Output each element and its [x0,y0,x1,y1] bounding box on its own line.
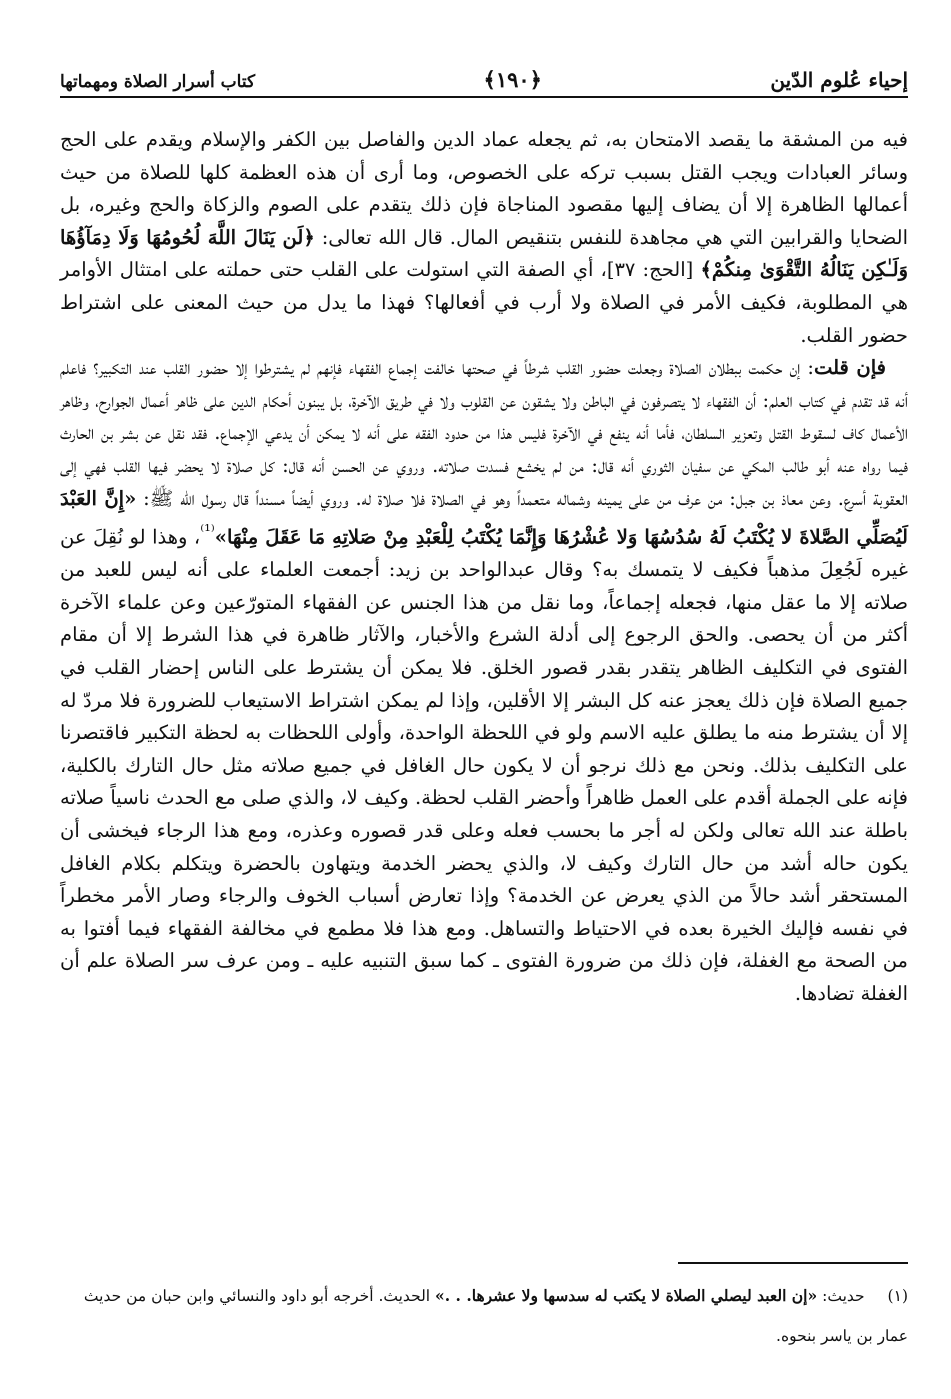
footnote [60,1276,908,1356]
footnote-ref: ⁽¹⁾ [200,521,215,541]
book-page [60,52,908,1382]
paragraph-2-text-b: ، وهذا لو نُقِلَ عن غيره لَجُعِلَ مذهباً فكيف لا يتمسك به؟ وقال عبدالواحد بن زيد: أجمعت العلماء على أنه ليس للعبد من صلاته إلا ما عقل منها، فجعله إجماعاً، وما نقل من هذا الجنس عن الفقهاء المتورّعين وعن علماء الآخرة أكثر من أن يحصى. والحق الرجوع إلى أدلة الشرع والأخبار، والآثار ظاهرة في هذا الشرط إلا أن مقام الفتوى في التكليف الظاهر يتقدر بقدر قصور الخلق. فلا يمكن أن يشترط على الناس إحضار القلب في جميع الصلاة فإن ذلك يعجز عنه كل البشر إلا الأقلين، وإذا لم يمكن اشتراط الاستيعاب للضرورة فلا مردّ له إلا أن يشترط منه ما يطلق عليه الاسم ولو في اللحظة الواحدة، وأولى اللحظات به لحظة التكبير فاقتصرنا على التكليف بذلك. ونحن مع ذلك نرجو أن لا يكون حال الغافل في جميع صلاته مثل حال التارك بالكلية، فإنه على الجملة أقدم على العمل ظاهراً وأحضر القلب لحظة. وكيف لا، والذي صلى مع الحدث ناسياً صلاته باطلة عند الله تعالى ولكن له أجر ما بحسب فعله وعلى قدر قصوره وعذره، ومع هذا الرجاء فيخشى أن يكون حاله أشد من حال التارك وكيف لا، والذي يحضر الخدمة ويتهاون بالحضرة ويتكلم بكلام الغافل المستحقر أشد حالاً من الذي يعرض عن الخدمة؟ وإذا تعارض أسباب الخوف والرجاء وصار الأمر مخطراً في نفسه فإليك الخيرة بعده في الاحتياط والتساهل. ومع هذا فلا مطمع في مخالفة الفقهاء فيما أفتوا به من الصحة مع الغفلة، فإن ذلك من ضرورة الفتوى ـ كما سبق التنبيه عليه ـ ومن عرف سر الصلاة علم أن الغفلة تضادها. [60,525,908,1005]
footnote-text: الحديث. أخرجه أبو داود والنسائي وابن حبان من حديث عمار بن ياسر بنحوه. [83,1287,908,1345]
footnote-separator [678,1262,908,1264]
hadith-quote: «إِنَّ العَبْدَ لَيُصَلِّي الصَّلاةَ لا يُكْتَبُ لَهُ سُدُسُهَا وَلا عُشْرُهَا وَإِنَّمَا يُكْتَبُ لِلْعَبْدِ مِنْ صَلاتِهِ مَا عَقَلَ مِنْهَا» [60,486,908,549]
footnote-hadith: «إن العبد ليصلي الصلاة لا يكتب له سدسها ولا عشرها. . .» [435,1286,818,1305]
book-title: إحياء عُلوم الدّين [770,68,908,92]
paragraph-2-text-a: : إن حكمت ببطلان الصلاة وجعلت حضور القلب شرطاً في صحتها خالفت إجماع الفقهاء فإنهم لم يشترطوا إلا حضور القلب عند التكبير؟ فاعلم أنه قد تقدم في كتاب العلم: أن الفقهاء لا يتصرفون في الباطن ولا يشقون عن القلوب ولا في طريق الآخرة، بل يبنون أحكام الدين على ظاهر أعمال الجوارح، وظاهر الأعمال كاف لسقوط القتل وتعزير السلطان، فأما أنه ينفع في الآخرة فليس هذا من حدود الفقه على أنه لا يمكن أن يدعي الإجماع. فقد نقل عن بشر بن الحارث فيما رواه عنه أبو طالب المكي عن سفيان الثوري أنه قال: من لم يخشع فسدت صلاته. وروي عن الحسن أنه قال: كل صلاة لا يحضر فيها القلب فهي إلى العقوبة أسرع. وعن معاذ بن جبل: من عرف من على يمينه وشماله متعمداً وهو في الصلاة فلا صلاة له. وروي أيضاً مسنداً قال رسول الله ﷺ: [60,356,908,510]
page-number: ﴿١٩٠﴾ [483,67,542,92]
paragraph-1-text-b: [الحج: ٣٧]، أي الصفة التي استولت على القلب حتى حملته على امتثال الأوامر هي المطلوبة، فكيف الأمر في الصلاة ولا أرب في أفعالها؟ فهذا ما يدل من حيث المعنى على اشتراط حضور القلب. [60,258,908,347]
footnote-label: حديث: [822,1287,865,1305]
chapter-title: كتاب أسرار الصلاة ومهماتها [60,72,256,92]
paragraph-2-lead: فإن قلت [813,356,886,380]
main-text [60,124,908,1011]
quran-verse: ﴿لَن يَنَالَ اللَّهَ لُحُومُهَا وَلَا دِمَآؤُهَا وَلَـٰكِن يَنَالُهُ التَّقْوَىٰ مِنكُمْ﴾ [60,225,908,282]
paragraph-2 [60,352,908,1010]
paragraph-1 [60,124,908,352]
page-header [60,52,908,98]
footnote-number: (١) [887,1287,908,1305]
paragraph-1-text-a: فيه من المشقة ما يقصد الامتحان به، ثم يجعله عماد الدين والفاصل بين الكفر والإسلام ويقدم على الحج وسائر العبادات ويجب القتل بسبب تركه على الخصوص، وما أرى أن هذه العظمة كلها للصلاة من حيث أعمالها الظاهرة إلا أن يضاف إليها مقصود المناجاة فإن ذلك يتقدم على الصوم والزكاة والحج وغيره، بل الضحايا والقرابين التي هي مجاهدة للنفس بتنقيص المال. قال الله تعالى: [60,128,908,249]
